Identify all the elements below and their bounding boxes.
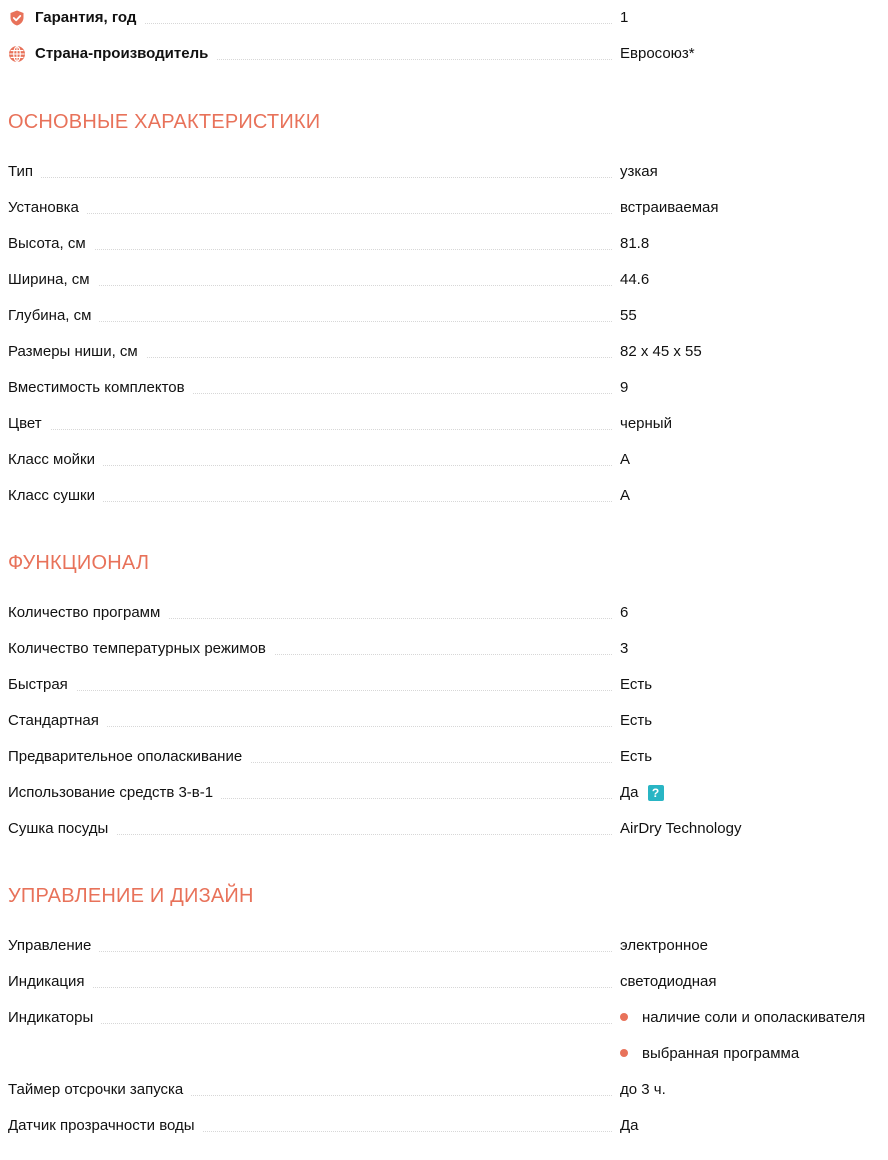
dotted-leader — [8, 429, 612, 430]
spec-value — [620, 44, 695, 64]
spec-value — [620, 603, 628, 623]
spec-row — [8, 450, 880, 470]
spec-value — [620, 819, 741, 839]
spec-row — [8, 603, 880, 623]
spec-value — [620, 450, 630, 470]
spec-label: Количество температурных режимов — [8, 639, 274, 659]
spec-value — [620, 783, 664, 803]
spec-value-text: 1 — [620, 9, 629, 26]
spec-label: Тип — [8, 162, 41, 182]
spec-value-text: 81.8 — [620, 235, 650, 252]
spec-label: Класс мойки — [8, 450, 103, 470]
spec-label: Глубина, см — [8, 306, 99, 326]
spec-label: Управление — [8, 936, 99, 956]
spec-value — [620, 162, 658, 182]
spec-value — [620, 378, 628, 398]
spec-row — [8, 711, 880, 731]
spec-row — [8, 747, 880, 767]
dotted-leader — [8, 285, 612, 286]
spec-value-text: узкая — [620, 163, 658, 180]
spec-label: Количество программ — [8, 603, 168, 623]
spec-label: Быстрая — [8, 675, 76, 695]
spec-row — [8, 1116, 880, 1136]
spec-label: Использование средств 3-в-1 — [8, 783, 221, 803]
spec-row — [8, 1080, 880, 1100]
spec-value-text: Да — [620, 1117, 639, 1134]
spec-value-text: 82 х 45 х 55 — [620, 343, 702, 360]
dotted-leader — [8, 690, 612, 691]
spec-value — [620, 198, 719, 218]
spec-row — [8, 270, 880, 290]
spec-label: Ширина, см — [8, 270, 98, 290]
spec-value — [620, 234, 649, 254]
bullet-icon — [620, 1013, 628, 1021]
spec-row-warranty — [8, 8, 880, 28]
spec-value-text: 44.6 — [620, 271, 650, 288]
spec-row — [8, 936, 880, 956]
spec-value — [620, 675, 652, 695]
spec-value — [620, 747, 652, 767]
spec-row — [8, 819, 880, 839]
spec-value-text: 9 — [620, 379, 629, 396]
spec-value — [620, 270, 649, 290]
spec-row — [8, 639, 880, 659]
spec-row — [8, 306, 880, 326]
section-title-functionality: ФУНКЦИОНАЛ — [8, 552, 150, 574]
spec-value-text: светодиодная — [620, 973, 717, 990]
spec-label: Сушка посуды — [8, 819, 116, 839]
spec-value — [620, 711, 652, 731]
spec-value — [620, 8, 628, 28]
spec-value — [620, 414, 672, 434]
spec-row-continued — [8, 1044, 880, 1064]
spec-value — [620, 1116, 639, 1136]
spec-value — [620, 1008, 865, 1028]
spec-value — [620, 936, 708, 956]
spec-value-text: Есть — [620, 748, 653, 765]
spec-value-text: A — [620, 487, 631, 504]
spec-label: Цвет — [8, 414, 50, 434]
spec-value-text: Есть — [620, 712, 653, 729]
spec-value-text: 55 — [620, 307, 637, 324]
globe-icon — [8, 45, 26, 63]
spec-value-text: Да — [620, 784, 639, 801]
spec-value-text: Есть — [620, 676, 653, 693]
spec-row — [8, 414, 880, 434]
spec-value-text: до 3 ч. — [620, 1081, 666, 1098]
spec-value-text: черный — [620, 415, 672, 432]
spec-value — [620, 1044, 799, 1064]
spec-row — [8, 234, 880, 254]
spec-value-text: 3 — [620, 640, 629, 657]
spec-value-text: A — [620, 451, 631, 468]
spec-label: Вместимость комплектов — [8, 378, 193, 398]
dotted-leader — [8, 249, 612, 250]
spec-value-text: выбранная программа — [642, 1045, 800, 1062]
spec-label-text: Гарантия, год — [35, 9, 137, 26]
spec-label: Класс сушки — [8, 486, 103, 506]
spec-row — [8, 198, 880, 218]
spec-label: Стандартная — [8, 711, 107, 731]
spec-value — [620, 342, 702, 362]
dotted-leader — [8, 987, 612, 988]
spec-value-text: встраиваемая — [620, 199, 719, 216]
spec-row — [8, 783, 880, 803]
section-title-main-characteristics: ОСНОВНЫЕ ХАРАКТЕРИСТИКИ — [8, 111, 321, 133]
spec-label: Таймер отсрочки запуска — [8, 1080, 191, 1100]
spec-row — [8, 972, 880, 992]
spec-value-text: Евросоюз* — [620, 45, 695, 62]
spec-label: Высота, см — [8, 234, 94, 254]
spec-value — [620, 972, 717, 992]
spec-row — [8, 162, 880, 182]
section-title-control-design: УПРАВЛЕНИЕ И ДИЗАЙН — [8, 885, 254, 907]
spec-label: Индикация — [8, 972, 93, 992]
spec-row — [8, 342, 880, 362]
spec-label: Предварительное ополаскивание — [8, 747, 250, 767]
spec-row — [8, 675, 880, 695]
bullet-icon — [620, 1049, 628, 1057]
spec-value-text: 6 — [620, 604, 629, 621]
spec-value-text: наличие соли и ополаскивателя — [642, 1009, 866, 1026]
spec-value — [620, 306, 637, 326]
spec-label — [8, 8, 144, 28]
spec-value-text: AirDry Technology — [620, 820, 742, 837]
spec-label: Датчик прозрачности воды — [8, 1116, 203, 1136]
spec-value — [620, 486, 630, 506]
spec-row-country — [8, 44, 880, 64]
spec-value-text: электронное — [620, 937, 708, 954]
spec-row — [8, 378, 880, 398]
dotted-leader — [8, 177, 612, 178]
spec-row — [8, 1008, 880, 1028]
spec-value — [620, 639, 628, 659]
spec-label: Индикаторы — [8, 1008, 101, 1028]
spec-row — [8, 486, 880, 506]
help-badge-button[interactable]: ? — [648, 785, 664, 801]
dotted-leader — [8, 213, 612, 214]
spec-label: Размеры ниши, см — [8, 342, 146, 362]
spec-value — [620, 1080, 666, 1100]
spec-label-text: Страна-производитель — [35, 45, 209, 62]
spec-label — [8, 44, 216, 64]
shield-check-icon — [8, 9, 26, 27]
spec-label: Установка — [8, 198, 87, 218]
